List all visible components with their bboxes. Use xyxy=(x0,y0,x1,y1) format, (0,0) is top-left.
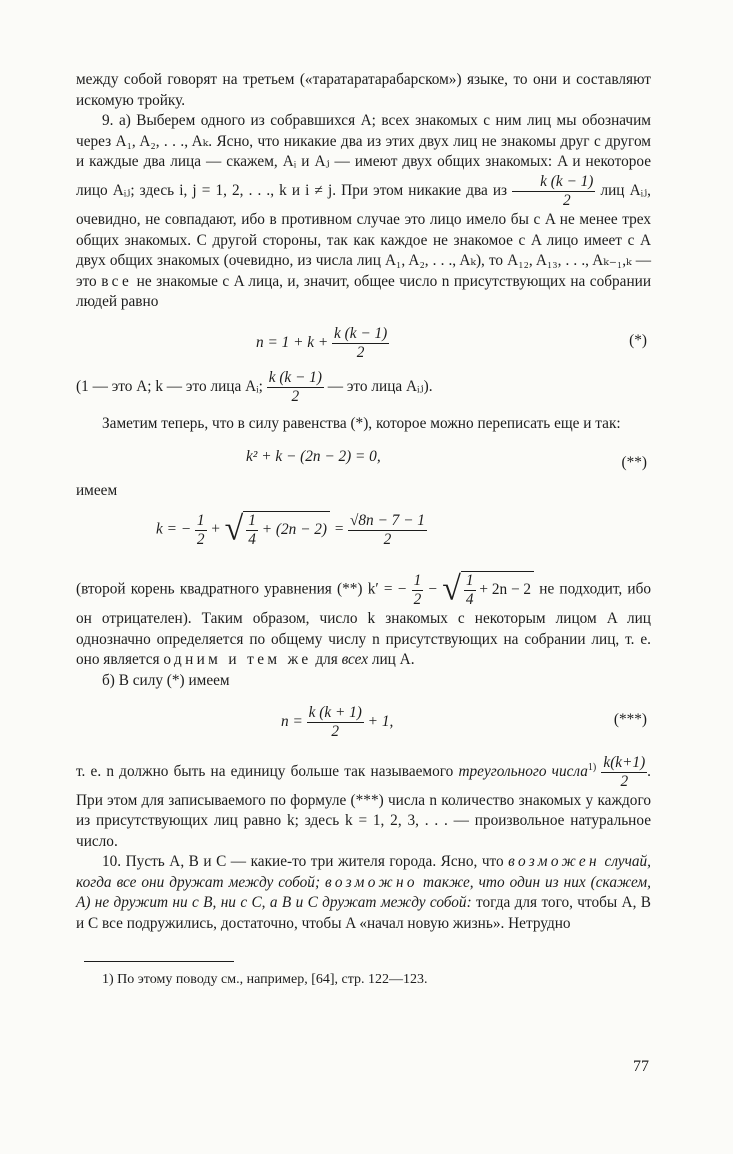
paragraph-explanation: (1 — это A; k — это лица Aᵢ; $\frac{k (k - 1)}{2}$ — это лица Aᵢⱼ). xyxy=(76,368,433,405)
footnote-mark: 1) xyxy=(102,971,114,987)
paragraph-we-have: имеем xyxy=(76,481,118,499)
equation-tag: (**) xyxy=(621,453,647,471)
paragraph-rewrite: Заметим теперь, что в силу равенства (*), которое можно переписать еще и так: xyxy=(102,414,621,432)
equation-root: k = − $\frac{1}{2}$ + √ $\frac{1}{4}$ + (2n − 2) = $\frac{√8n - 7 - 1}{2}$ xyxy=(156,510,425,549)
equation-triple-star: n = $\frac{k (k + 1)}{2}$ + 1, (***) xyxy=(281,703,647,740)
page-body xyxy=(76,70,651,990)
footnote xyxy=(76,970,651,991)
footnote-text: По этому поводу см., например, [64], стр. 122—123. xyxy=(117,971,428,987)
paragraph-9a xyxy=(76,111,651,313)
equation-tag: (*) xyxy=(629,331,647,349)
footnote-marker: 1) xyxy=(587,761,597,773)
text-9a-end: не знакомые с A лица, и, значит, общее число n присутствующих на собрании людей равно xyxy=(76,272,652,311)
paragraph-8-end: между собой говорят на третьем («таратаратарабарском») языке, то они и составляют искомую тройку. xyxy=(76,71,651,109)
text-9a-middle: лиц Aᵢⱼ, очевидно, не совпадают, ибо в противном случае это лицо имело бы с A не менее трех общих знакомых. С другой стороны, так как каждое не знакомое с A лицо имеет с A двух общих знакомых (очевидно, из числа лиц A₁, A₂, . . ., Aₖ), то A₁₂, A₁₃, . . ., Aₖ₋₁,ₖ — это xyxy=(76,181,651,290)
paragraph-triangular: т. е. n должно быть на единицу больше так называемого треугольного числа$^{1)}$ $\frac{k(k+1)}{2}$ . При этом для записываемого по формуле (***) числа n количество знакомых у каждого из присутствующих лиц равно k; здесь k = 1, 2, 3, . . . — произвольное натуральное число. xyxy=(76,753,651,850)
page-number: 77 xyxy=(633,1058,649,1075)
paragraph-10: 10. Пусть A, B и C — какие-то три жителя города. Ясно, что возможен случай, когда все они дружат между собой; возможно также, что один из них (скажем, A) не дружит ни с B, ни с C, а B и C дружат между собой: тогда для того, чтобы A, B и C все подружились, достаточно, чтобы A «начал новую жизнь». Нетрудно xyxy=(76,853,651,933)
spaced-word-all: все xyxy=(101,272,133,290)
text-9a-start: 9. а) Выберем одного из собравшихся A; всех знакомых с ним лиц мы обозначим через A₁, A₂, . . ., Aₖ. Ясно, что никакие два из этих двух лиц не знакомы друг с другом и каждые два лица — скажем, Aᵢ и Aⱼ — имеют двух общих знакомых: A и некоторое лицо Aᵢⱼ; здесь i, j = 1, 2, . . ., k и i ≠ j. При этом никакие два из xyxy=(76,112,651,199)
paragraph-9b: б) В силу (*) имеем xyxy=(102,671,230,689)
fraction-k-k-minus-1: $\frac{k (k - 1)}{2}$ xyxy=(512,173,595,210)
equation-tag: (***) xyxy=(613,710,647,728)
equation-double-star: k² + k − (2n − 2) = 0, (**) xyxy=(76,443,651,473)
footnote-separator xyxy=(84,961,234,962)
paragraph-second-root: (второй корень квадратного уравнения (**) k′ = − $\frac{1}{2}$ − √ $\frac{1}{4}$ + 2n − 2 не подходит, ибо он отрицателен). Таким образом, число k знакомых с некоторым лицом A лиц однозначно определяется по общему числу n присутствующих на собрании лиц, т. е. оно является одним и тем же для всех лиц A. xyxy=(76,570,652,669)
equation-star: n = 1 + k + $\frac{k (k - 1)}{2}$ (*) xyxy=(256,324,647,361)
